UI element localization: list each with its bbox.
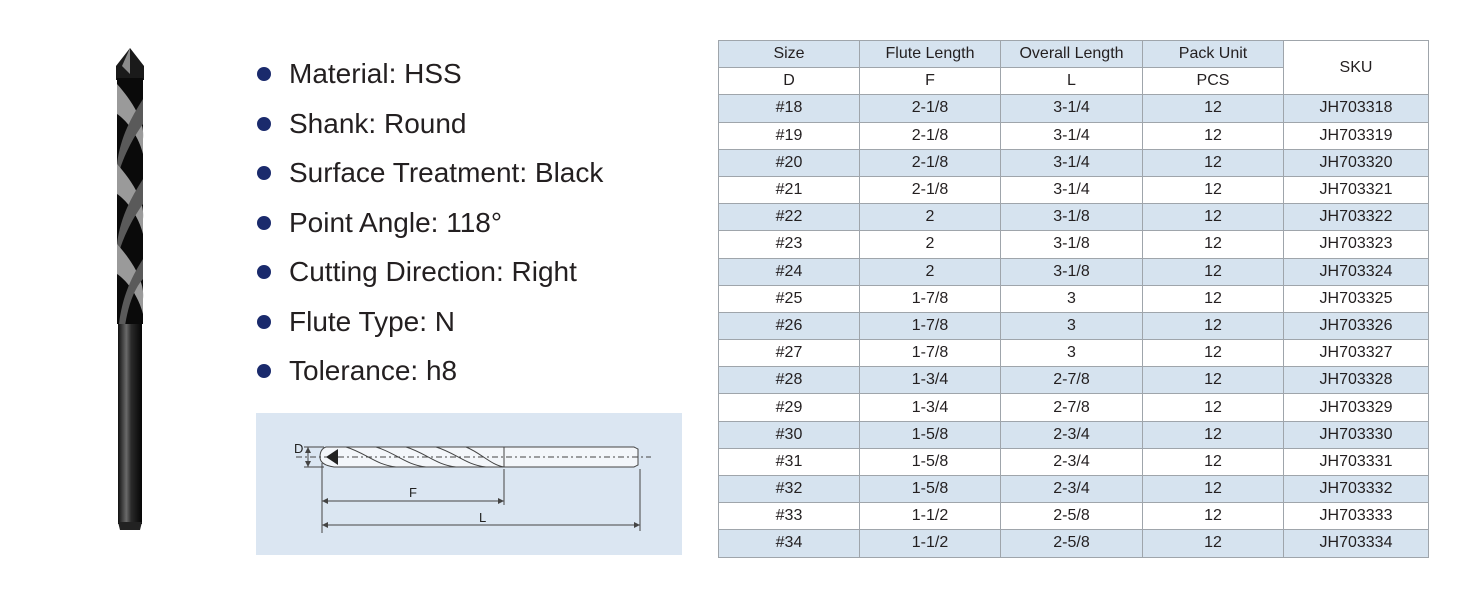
cell-overall-length: 3-1/8 — [1001, 204, 1143, 231]
cell-flute-length: 1-7/8 — [860, 340, 1001, 367]
spec-separator: : — [410, 355, 426, 386]
bullet-icon — [257, 364, 271, 378]
cell-pack-unit: 12 — [1143, 448, 1284, 475]
header-overall-length: Overall Length — [1001, 41, 1143, 68]
cell-overall-length: 2-7/8 — [1001, 367, 1143, 394]
cell-flute-length: 1-5/8 — [860, 476, 1001, 503]
table-row — [719, 204, 1429, 231]
cell-flute-length: 1-7/8 — [860, 312, 1001, 339]
table-row — [719, 231, 1429, 258]
cell-sku: JH703322 — [1284, 204, 1429, 231]
spec-separator: : — [495, 256, 512, 287]
header-pack-unit: Pack Unit — [1143, 41, 1284, 68]
spec-separator: : — [419, 305, 435, 337]
table-row — [719, 394, 1429, 421]
cell-sku: JH703334 — [1284, 530, 1429, 557]
dimension-label-d: D — [294, 441, 304, 456]
spec-value: h8 — [425, 355, 458, 386]
table-row — [719, 530, 1429, 557]
cell-sku: JH703326 — [1284, 312, 1429, 339]
dimension-diagram — [256, 413, 682, 555]
spec-value: N — [434, 305, 456, 337]
cell-size: #19 — [719, 122, 860, 149]
cell-pack-unit: 12 — [1143, 530, 1284, 557]
table-row — [719, 476, 1429, 503]
cell-overall-length: 3 — [1001, 285, 1143, 312]
header-pack-symbol: PCS — [1143, 68, 1284, 95]
cell-sku: JH703329 — [1284, 394, 1429, 421]
table-row — [719, 149, 1429, 176]
header-sku: SKU — [1284, 41, 1429, 95]
cell-sku: JH703319 — [1284, 122, 1429, 149]
cell-sku: JH703320 — [1284, 149, 1429, 176]
cell-overall-length: 3-1/8 — [1001, 231, 1143, 258]
cell-size: #34 — [719, 530, 860, 557]
cell-pack-unit: 12 — [1143, 204, 1284, 231]
spec-item — [256, 151, 603, 201]
table-row — [719, 340, 1429, 367]
cell-overall-length: 3-1/4 — [1001, 149, 1143, 176]
cell-sku: JH703325 — [1284, 285, 1429, 312]
spec-value: 118° — [446, 206, 503, 238]
cell-pack-unit: 12 — [1143, 95, 1284, 122]
cell-size: #27 — [719, 340, 860, 367]
cell-pack-unit: 12 — [1143, 476, 1284, 503]
cell-size: #26 — [719, 312, 860, 339]
spec-label: Shank — [289, 107, 369, 139]
cell-flute-length: 1-1/2 — [860, 530, 1001, 557]
cell-flute-length: 2 — [860, 258, 1001, 285]
cell-overall-length: 2-3/4 — [1001, 448, 1143, 475]
cell-flute-length: 2-1/8 — [860, 122, 1001, 149]
spec-separator: : — [388, 58, 405, 89]
cell-overall-length: 3-1/8 — [1001, 258, 1143, 285]
cell-sku: JH703330 — [1284, 421, 1429, 448]
cell-pack-unit: 12 — [1143, 421, 1284, 448]
spec-separator: : — [368, 107, 384, 139]
spec-label: Point Angle — [289, 206, 431, 238]
table-row — [719, 95, 1429, 122]
cell-sku: JH703327 — [1284, 340, 1429, 367]
cell-size: #32 — [719, 476, 860, 503]
spec-list — [256, 52, 603, 399]
spec-separator: : — [430, 206, 447, 238]
cell-pack-unit: 12 — [1143, 312, 1284, 339]
spec-item — [256, 201, 603, 251]
dimension-label-l: L — [479, 510, 487, 525]
table-row — [719, 312, 1429, 339]
cell-pack-unit: 12 — [1143, 149, 1284, 176]
cell-overall-length: 2-3/4 — [1001, 421, 1143, 448]
cell-flute-length: 1-5/8 — [860, 448, 1001, 475]
cell-overall-length: 3-1/4 — [1001, 122, 1143, 149]
cell-pack-unit: 12 — [1143, 367, 1284, 394]
table-row — [719, 448, 1429, 475]
cell-pack-unit: 12 — [1143, 394, 1284, 421]
spec-item — [256, 300, 603, 350]
header-overall-symbol: L — [1001, 68, 1143, 95]
cell-flute-length: 2-1/8 — [860, 176, 1001, 203]
cell-size: #31 — [719, 448, 860, 475]
cell-pack-unit: 12 — [1143, 503, 1284, 530]
spec-item — [256, 52, 603, 102]
cell-pack-unit: 12 — [1143, 231, 1284, 258]
cell-size: #18 — [719, 95, 860, 122]
cell-overall-length: 2-7/8 — [1001, 394, 1143, 421]
spec-item — [256, 349, 603, 399]
cell-flute-length: 1-3/4 — [860, 394, 1001, 421]
table-header — [719, 41, 1429, 95]
cell-size: #29 — [719, 394, 860, 421]
cell-sku: JH703332 — [1284, 476, 1429, 503]
cell-flute-length: 2-1/8 — [860, 149, 1001, 176]
header-size: Size — [719, 41, 860, 68]
spec-value: Round — [383, 107, 467, 139]
table-row — [719, 122, 1429, 149]
spec-item — [256, 102, 603, 152]
cell-size: #23 — [719, 231, 860, 258]
cell-sku: JH703323 — [1284, 231, 1429, 258]
cell-flute-length: 1-5/8 — [860, 421, 1001, 448]
table-row — [719, 258, 1429, 285]
spec-label: Material — [289, 58, 389, 89]
cell-size: #20 — [719, 149, 860, 176]
table-row — [719, 421, 1429, 448]
dimension-label-f: F — [409, 485, 417, 500]
cell-size: #25 — [719, 285, 860, 312]
cell-pack-unit: 12 — [1143, 285, 1284, 312]
cell-sku: JH703331 — [1284, 448, 1429, 475]
cell-flute-length: 1-3/4 — [860, 367, 1001, 394]
cell-overall-length: 2-5/8 — [1001, 503, 1143, 530]
header-flute-length: Flute Length — [860, 41, 1001, 68]
cell-sku: JH703328 — [1284, 367, 1429, 394]
bullet-icon — [257, 216, 271, 230]
spec-value: Right — [511, 256, 577, 287]
cell-flute-length: 2-1/8 — [860, 95, 1001, 122]
cell-overall-length: 3 — [1001, 312, 1143, 339]
bullet-icon — [257, 315, 271, 329]
cell-sku: JH703318 — [1284, 95, 1429, 122]
cell-overall-length: 3-1/4 — [1001, 176, 1143, 203]
cell-flute-length: 2 — [860, 231, 1001, 258]
spec-item — [256, 250, 603, 300]
cell-size: #33 — [719, 503, 860, 530]
bullet-icon — [257, 265, 271, 279]
header-size-symbol: D — [719, 68, 860, 95]
cell-overall-length: 3 — [1001, 340, 1143, 367]
spec-separator: : — [519, 157, 535, 188]
spec-label: Tolerance — [289, 355, 411, 386]
table-row — [719, 367, 1429, 394]
table-row — [719, 503, 1429, 530]
cell-size: #24 — [719, 258, 860, 285]
bullet-icon — [257, 67, 271, 81]
cell-pack-unit: 12 — [1143, 122, 1284, 149]
cell-pack-unit: 12 — [1143, 258, 1284, 285]
cell-flute-length: 1-1/2 — [860, 503, 1001, 530]
cell-sku: JH703333 — [1284, 503, 1429, 530]
spec-value: Black — [534, 157, 604, 188]
cell-pack-unit: 12 — [1143, 176, 1284, 203]
cell-flute-length: 2 — [860, 204, 1001, 231]
table-row — [719, 285, 1429, 312]
spec-value: HSS — [404, 58, 462, 89]
cell-size: #28 — [719, 367, 860, 394]
cell-sku: JH703321 — [1284, 176, 1429, 203]
cell-flute-length: 1-7/8 — [860, 285, 1001, 312]
spec-label: Cutting Direction — [289, 256, 496, 287]
bullet-icon — [257, 166, 271, 180]
cell-pack-unit: 12 — [1143, 340, 1284, 367]
table-row — [719, 176, 1429, 203]
cell-size: #21 — [719, 176, 860, 203]
bullet-icon — [257, 117, 271, 131]
cell-size: #22 — [719, 204, 860, 231]
spec-label: Surface Treatment — [289, 157, 520, 188]
cell-size: #30 — [719, 421, 860, 448]
drill-bit-image — [100, 44, 160, 534]
size-table — [718, 40, 1429, 558]
cell-overall-length: 2-5/8 — [1001, 530, 1143, 557]
cell-overall-length: 3-1/4 — [1001, 95, 1143, 122]
cell-sku: JH703324 — [1284, 258, 1429, 285]
spec-label: Flute Type — [289, 305, 420, 337]
cell-overall-length: 2-3/4 — [1001, 476, 1143, 503]
header-flute-symbol: F — [860, 68, 1001, 95]
